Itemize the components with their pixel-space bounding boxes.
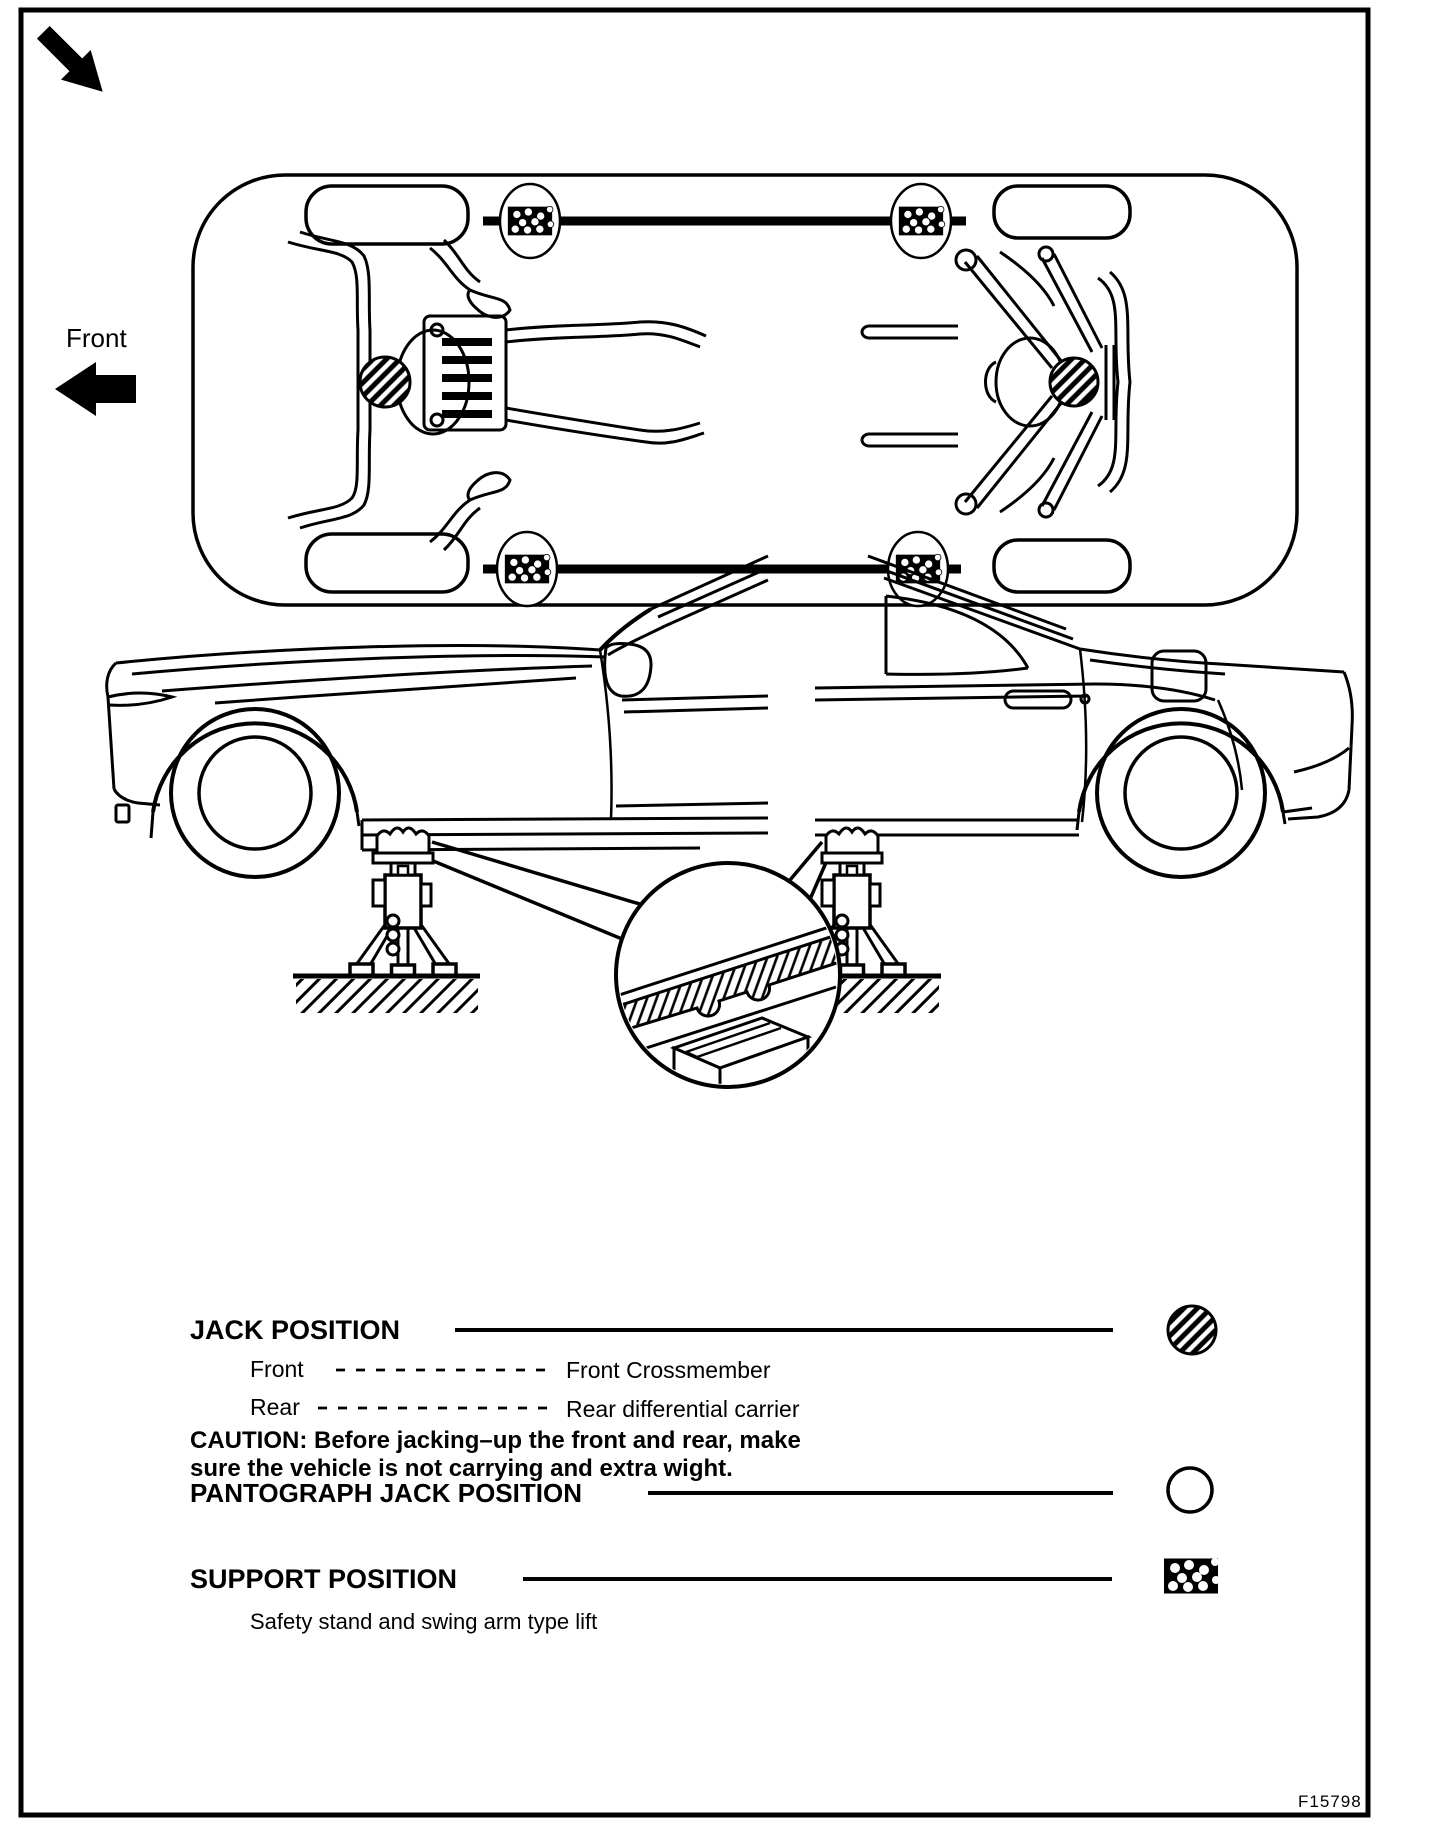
tire-front-right: [306, 534, 468, 592]
figure-number: F15798: [1298, 1792, 1362, 1811]
jack-rear-value: Rear differential carrier: [566, 1396, 800, 1422]
jack-position-heading: JACK POSITION: [190, 1315, 401, 1345]
legend: [190, 1306, 1220, 1634]
jack-rear-label: Rear: [250, 1394, 300, 1420]
jack-front-value: Front Crossmember: [566, 1357, 771, 1383]
caution-text-line2: sure the vehicle is not carrying and extra wight.: [190, 1455, 733, 1482]
caution-text-line1: CAUTION: Before jacking–up the front and rear, make: [190, 1427, 801, 1454]
support-position-symbol: [1165, 1558, 1220, 1593]
tire-front-left: [306, 186, 468, 244]
support-position-marker-rear-left: [891, 184, 951, 258]
front-jack-point-marker: [360, 357, 410, 407]
rear-jack-point-marker: [1050, 358, 1098, 406]
corner-arrow-icon: [28, 17, 117, 106]
support-note: Safety stand and swing arm type lift: [250, 1609, 598, 1634]
ground-front: [293, 976, 480, 1013]
side-view: [107, 556, 1353, 1150]
front-direction-arrow-icon: [55, 362, 136, 416]
tire-rear-right: [994, 540, 1130, 592]
underbody-plan-view: [193, 175, 1297, 606]
jack-position-symbol: [1168, 1306, 1216, 1354]
pantograph-jack-symbol: [1168, 1468, 1212, 1512]
jack-front-label: Front: [250, 1356, 304, 1382]
pantograph-heading: PANTOGRAPH JACK POSITION: [190, 1478, 582, 1508]
support-heading: SUPPORT POSITION: [190, 1564, 458, 1594]
support-position-marker-rear-right: [888, 532, 948, 606]
tire-rear-left: [994, 186, 1130, 238]
front-suspension: [288, 232, 706, 550]
support-position-marker-front-left: [500, 184, 560, 258]
support-position-marker-front-right: [497, 532, 557, 606]
front-direction-label: Front: [66, 323, 127, 353]
